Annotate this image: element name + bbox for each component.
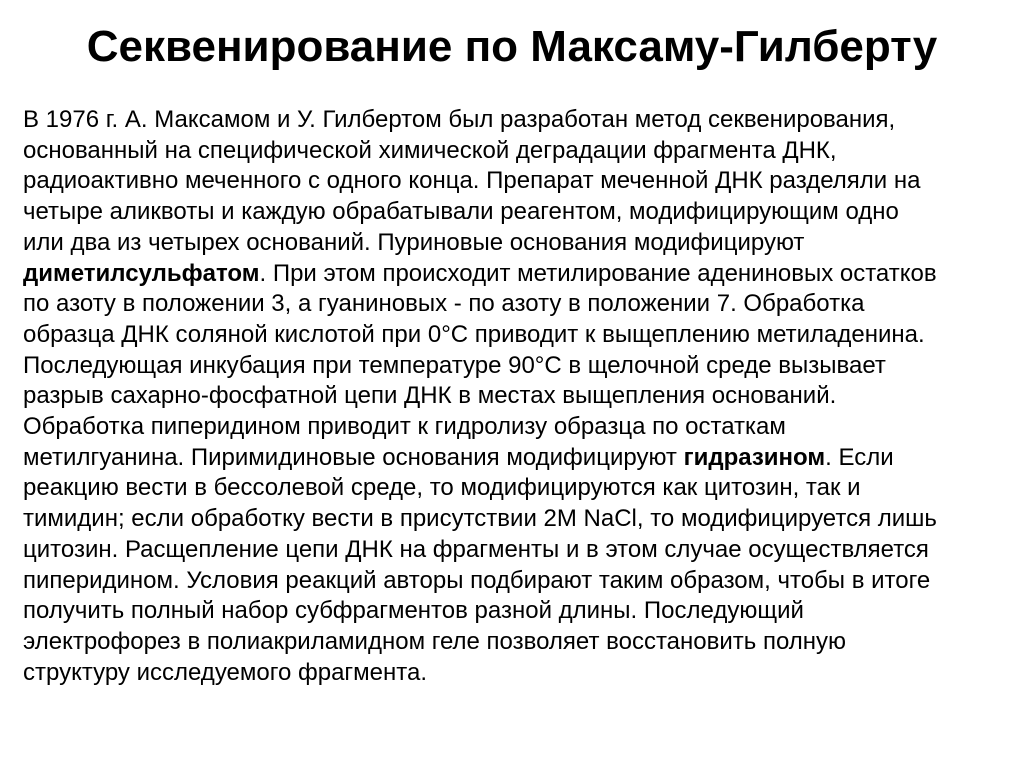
text-segment: . При этом происходит метилирование адениновых остатков [259,259,937,287]
slide-body-text [23,105,1008,688]
body-line-15 [23,535,1008,566]
text-segment: разрыв сахарно-фосфатной цепи ДНК в местах выщепления оснований. [23,382,837,410]
text-segment: . Если [825,443,894,471]
bold-term-dimethylsulfate: диметилсульфатом [23,259,260,287]
text-segment: Обработка пиперидином приводит к гидролизу образца по остаткам [23,413,786,441]
bold-term-hydrazine: гидразином [683,443,826,471]
text-segment: реакцию вести в бессолевой среде, то модифицируются как цитозин, так и [23,474,861,502]
text-segment: структуру исследуемого фрагмента. [23,658,428,686]
body-line-18 [23,627,1008,658]
slide-title: Секвенирование по Максаму-Гилберту [86,22,938,71]
text-segment: В 1976 г. А. Максамом и У. Гилбертом был разработан метод секвенирования, [23,106,896,133]
body-line-9 [23,351,1008,382]
body-line-12 [23,443,1008,474]
body-line-7 [23,289,1008,320]
text-segment: цитозин. Расщепление цепи ДНК на фрагменты и в этом случае осуществляется [23,535,929,563]
body-line-5 [23,228,1008,259]
text-segment: электрофорез в полиакриламидном геле позволяет восстановить полную [23,627,847,655]
body-line-19 [23,658,1008,689]
text-segment: метилгуанина. Пиримидиновые основания модифицируют [23,443,684,471]
body-line-10 [23,381,1008,412]
body-line-6 [23,259,1008,290]
body-line-13 [23,473,1008,504]
text-segment: по азоту в положении 3, а гуаниновых - по азоту в положении 7. Обработка [23,290,865,318]
body-line-8 [23,320,1008,351]
text-segment: радиоактивно меченного с одного конца. Препарат меченной ДНК разделяли на [23,167,921,195]
body-line-16 [23,566,1008,597]
text-segment: образца ДНК соляной кислотой при 0°С приводит к выщеплению метиладенина. [23,320,925,348]
text-segment: или два из четырех оснований. Пуриновые основания модифицируют [23,228,805,256]
text-segment: получить полный набор субфрагментов разной длины. Последующий [23,597,804,625]
body-line-17 [23,596,1008,627]
text-segment: тимидин; если обработку вести в присутствии 2М NaCl, то модифицируется лишь [23,505,937,533]
text-segment: четыре аликвоты и каждую обрабатывали реагентом, модифицирующим одно [23,198,899,226]
text-segment: Последующая инкубация при температуре 90°С в щелочной среде вызывает [23,351,886,379]
text-segment: основанный на специфической химической деградации фрагмента ДНК, [23,136,837,164]
text-segment: пиперидином. Условия реакций авторы подбирают таким образом, чтобы в итоге [23,566,931,594]
body-line-11 [23,412,1008,443]
body-line-3 [23,166,1008,197]
body-line-1 [23,105,1008,136]
body-line-4 [23,197,1008,228]
body-line-2 [23,136,1008,167]
body-line-14 [23,504,1008,535]
